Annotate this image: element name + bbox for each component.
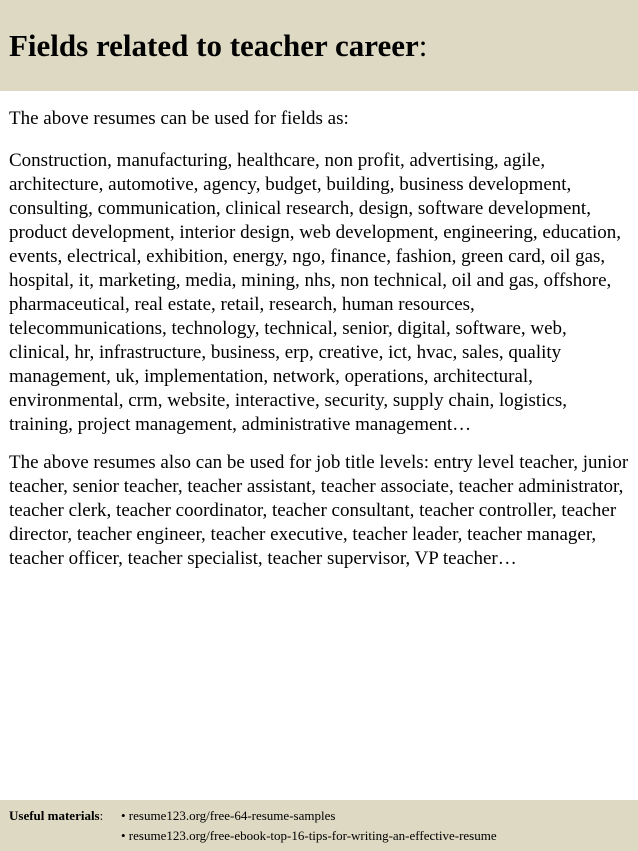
page-title-text: Fields related to teacher career	[9, 28, 419, 63]
main-content	[9, 107, 631, 571]
job-levels-paragraph: The above resumes also can be used for job title levels: entry level teacher, junior teacher, senior teacher, teacher assistant, teacher associate, teacher administrator, teacher clerk, teacher coordinator, teacher consultant, teacher controller, teacher director, teacher engineer, teacher executive, teacher leader, teacher manager, teacher officer, teacher specialist, teacher supervisor, VP teacher…	[9, 452, 629, 569]
intro-text: The above resumes can be used for fields as:	[9, 108, 349, 129]
resume-samples-link[interactable]: • resume123.org/free-64-resume-samples	[121, 808, 336, 823]
useful-materials-footer	[0, 800, 638, 851]
ebook-tips-link[interactable]: • resume123.org/free-ebook-top-16-tips-for-writing-an-effective-resume	[121, 828, 497, 843]
page-title-colon: :	[418, 28, 428, 63]
page-title	[9, 28, 427, 64]
title-banner	[0, 0, 638, 91]
useful-materials-label-sep: :	[99, 808, 104, 823]
useful-materials-label	[9, 807, 103, 825]
fields-paragraph: Construction, manufacturing, healthcare, non profit, advertising, agile, architecture, automotive, agency, budget, building, business development, consulting, communication, clinical research, design, software development, product development, interior design, web development, engineering, education, events, electrical, exhibition, energy, ngo, finance, fashion, green card, oil gas, hospital, it, marketing, media, mining, nhs, non technical, oil and gas, offshore, pharmaceutical, real estate, retail, research, human resources, telecommunications, technology, technical, senior, digital, software, web, clinical, hr, infrastructure, business, erp, creative, ict, hvac, sales, quality management, uk, implementation, network, operations, architectural, environmental, crm, website, interactive, security, supply chain, logistics, training, project management, administrative management…	[9, 150, 622, 435]
useful-materials-label-text: Useful materials	[9, 808, 100, 823]
